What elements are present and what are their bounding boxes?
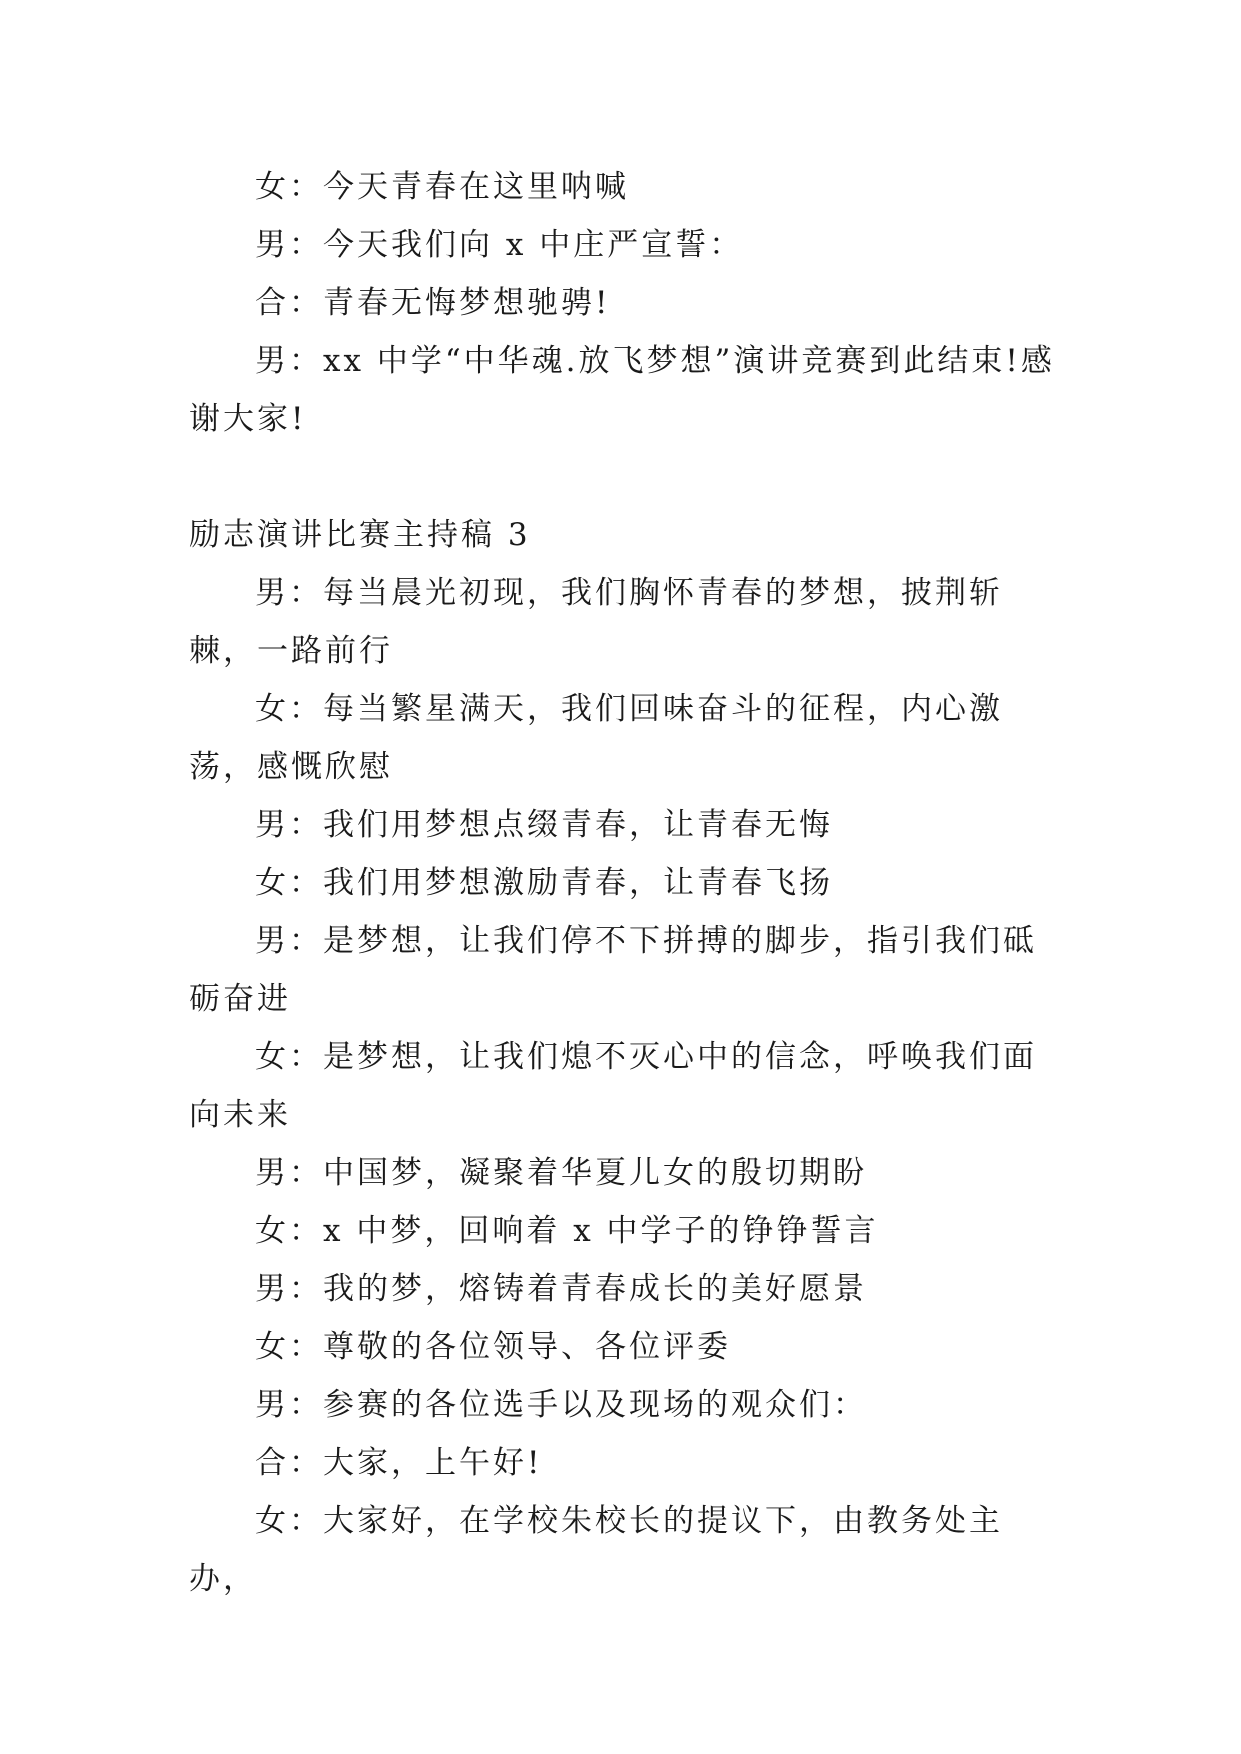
- dialogue-line: 女：大家好，在学校朱校长的提议下，由教务处主办，: [189, 1503, 1003, 1597]
- dialogue-line: 男：我的梦，熔铸着青春成长的美好愿景: [255, 1271, 867, 1307]
- dialogue-line: 合：大家，上午好!: [255, 1445, 543, 1481]
- dialogue-line: 女：x 中梦，回响着 x 中学子的铮铮誓言: [255, 1213, 879, 1249]
- dialogue-line: 女：每当繁星满天，我们回味奋斗的征程，内心激荡，感慨欣慰: [189, 691, 1003, 785]
- dialogue-line: 男：今天我们向 x 中庄严宣誓：: [255, 227, 744, 263]
- dialogue-line: 男：xx 中学“中华魂.放飞梦想”演讲竞赛到此结束!感谢大家!: [189, 343, 1055, 437]
- dialogue-line: 女：今天青春在这里呐喊: [255, 169, 629, 205]
- document-body: [189, 158, 1069, 1608]
- dialogue-line: 男：是梦想，让我们停不下拼搏的脚步，指引我们砥砺奋进: [189, 923, 1037, 1017]
- dialogue-line: 女：尊敬的各位领导、各位评委: [255, 1329, 731, 1365]
- dialogue-line: 男：每当晨光初现，我们胸怀青春的梦想，披荆斩棘，一路前行: [189, 575, 1003, 669]
- dialogue-line: 男：中国梦，凝聚着华夏儿女的殷切期盼: [255, 1155, 867, 1191]
- dialogue-line: 男：我们用梦想点缀青春，让青春无悔: [255, 807, 833, 843]
- dialogue-line: 男：参赛的各位选手以及现场的观众们：: [255, 1387, 867, 1423]
- section-heading: 励志演讲比赛主持稿 3: [189, 517, 531, 553]
- dialogue-line: 女：是梦想，让我们熄不灭心中的信念，呼唤我们面向未来: [189, 1039, 1037, 1133]
- dialogue-line: 女：我们用梦想激励青春，让青春飞扬: [255, 865, 833, 901]
- dialogue-line: 合：青春无悔梦想驰骋!: [255, 285, 611, 321]
